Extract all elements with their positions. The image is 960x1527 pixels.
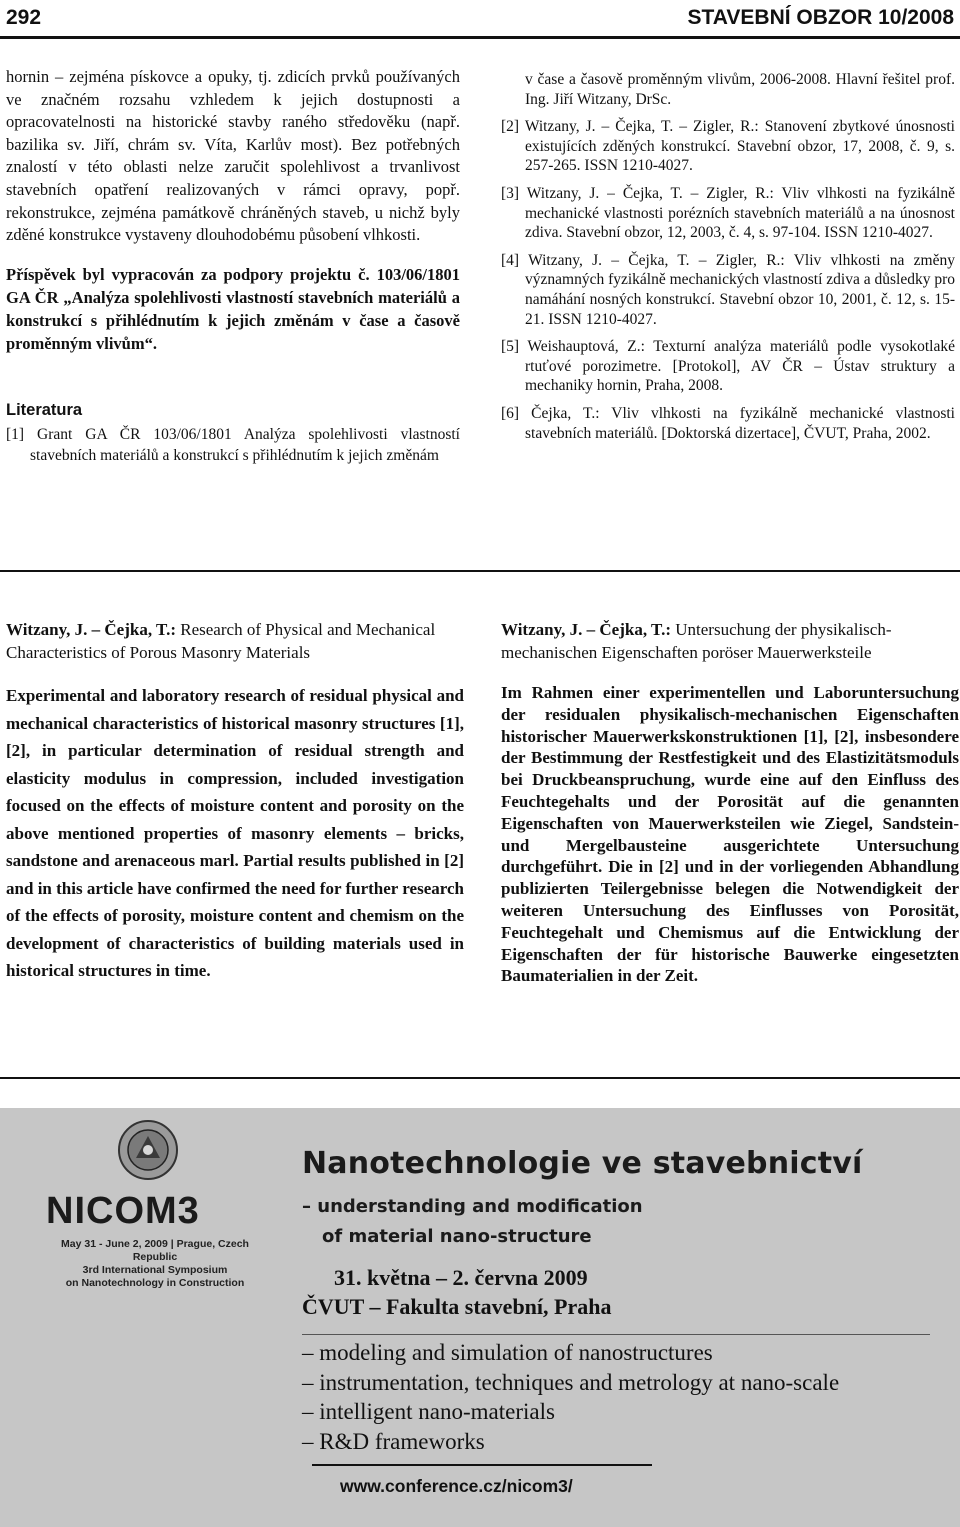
- advert-date: 31. května – 2. června 2009: [334, 1265, 588, 1290]
- page-header: [0, 0, 960, 40]
- topic-list: [302, 1338, 839, 1456]
- section-rule: [0, 570, 960, 572]
- abstract-en-authors: Witzany, J. – Čejka, T.:: [6, 620, 177, 639]
- reference-4: [4] Witzany, J. – Čejka, T. – Zigler, R.: Vliv vlhkosti na změny významných fyzikálně mechanických vlastností zdiva a důsledky pro namáhání nosných konstrukcí. Stavební obzor 10, 2001, č. 12, s. 15-21. ISSN 1210-4027.: [501, 251, 955, 328]
- right-column: [501, 70, 955, 451]
- abstract-de-title-text: Untersuchung der physikalisch-mechanischen Eigenschaften poröser Mauerwerksteile: [501, 620, 892, 662]
- acknowledgement: Příspěvek byl vypracován za podpory projektu č. 103/06/1801 GA ČR „Analýza spolehlivosti vlastností stavebních materiálů a konstrukcí s přihlédnutím k jejich změnám v čase a časově proměnným vlivům“.: [6, 264, 460, 353]
- crest-emblem-icon: [116, 1118, 180, 1182]
- topic-item: – R&D frameworks: [302, 1428, 485, 1454]
- abstract-german: [501, 618, 959, 987]
- reference-2: [2] Witzany, J. – Čejka, T. – Zigler, R.: Stanovení zbytkové únosnosti existujících zděných konstrukcí. Stavební obzor, 17, 2008, č. 9, s. 257-265. ISSN 1210-4027.: [501, 118, 955, 175]
- nicom3-logo: [20, 1118, 282, 1288]
- reference-3: [3] Witzany, J. – Čejka, T. – Zigler, R.: Vliv vlhkosti na fyzikálně mechanické vlastnosti porézních stavebních materiálů a na únosnost zdiva. Stavební obzor, 12, 2003, č. 4, s. 97-104. ISSN 1210-4027.: [501, 184, 955, 242]
- topic-item: – instrumentation, techniques and metrology at nano-scale: [302, 1369, 840, 1395]
- reference-1-continued: v čase a časově proměnným vlivům, 2006-2008. Hlavní řešitel prof. Ing. Jiří Witzany, DrSc.: [525, 71, 955, 108]
- url-rule: [312, 1464, 652, 1466]
- reference-1: [1] Grant GA ČR 103/06/1801 Analýza spolehlivosti vlastností stavebních materiálů a konstrukcí s přihlédnutím k jejich změnám: [6, 426, 460, 465]
- logo-text: NICOM3: [46, 1190, 200, 1232]
- symposium-info: May 31 - June 2, 2009 | Prague, Czech Republic 3rd International Symposium on Nanotechnology in Construction: [61, 1238, 249, 1289]
- advert-subtitle-line-2: of material nano-structure: [322, 1226, 592, 1247]
- reference-6: [6] Čejka, T.: Vliv vlhkosti na fyzikálně mechanické vlastnosti stavebních materiálů. [Doktorská dizertace], ČVUT, Praha, 2002.: [501, 404, 955, 442]
- topic-item: – modeling and simulation of nanostructures: [302, 1340, 713, 1365]
- abstract-en-title-text: Research of Physical and Mechanical Characteristics of Porous Masonry Materials: [6, 620, 436, 662]
- left-column: [6, 66, 460, 474]
- abstract-english: [6, 618, 464, 985]
- page-number: 292: [6, 6, 42, 29]
- abstract-de-title: [501, 618, 959, 664]
- advert-title: Nanotechnologie ve stavebnictví: [302, 1146, 863, 1181]
- abstract-de-authors: Witzany, J. – Čejka, T.:: [501, 620, 672, 639]
- advert-subtitle: [302, 1192, 643, 1252]
- abstract-de-body: Im Rahmen einer experimentellen und Laboruntersuchung der residualen physikalisch-mechanischen Eigenschaften historischer Mauerwerkskonstruktionen [1], [2], insbesondere der Bestimmung der Restfestigkeit und des Elastizitätsmoduls bei Druckbeanspruchung, wurde eine auf den Einfluss des Feuchtegehalts und der Porosität auf die genannten Eigenschaften von Mauerwerksteilen wie Ziegel, Sandstein- und Mergelbausteine ausgerichtete Untersuchung durchgeführt. Die in [2] und in der vorliegenden Abhandlung publizierten Teilergebnisse belegen die Notwendigkeit der weiteren Untersuchung des Einflusses von Porosität, Feuchtegehalt und Chemismus auf die Entwicklung der Eigenschaften der für historische Bauwerke eingesetzten Baumaterialien in der Zeit.: [501, 683, 959, 986]
- conference-advert: [0, 1108, 960, 1527]
- abstract-en-title: [6, 618, 464, 664]
- advert-subtitle-line-1: – understanding and modification: [302, 1196, 643, 1217]
- journal-title: STAVEBNÍ OBZOR 10/2008: [687, 6, 954, 29]
- article-text: hornin – zejména pískovce a opuky, tj. zdicích prvků používaných ve značném rozsahu vzhledem k jejich dostupnosti a opracovatelnosti na historické stavby raného středověku (např. bazilika sv. Jiří, chrám sv. Víta, Karlův most). Bez potřebných znalostí v této oblasti nelze zaručit spolehlivost a trvanlivost stavebních opatření realizovaných v rámci opravy, popř. rekonstrukce, zejména památkově chráněných staveb, u nichž byly zděné konstrukce vystaveny dlouhodobému působení vlhkosti.: [6, 67, 460, 245]
- topic-item: – intelligent nano-materials: [302, 1399, 555, 1424]
- conference-url[interactable]: www.conference.cz/nicom3/: [340, 1476, 573, 1496]
- advert-divider: [302, 1334, 930, 1335]
- abstract-en-body: Experimental and laboratory research of residual physical and mechanical characteristics of historical masonry structures [1], [2], in particular determination of residual strength and elasticity modulus in compression, included investigation focused on the effects of moisture content and porosity on the above mentioned properties of masonry elements – bricks, sandstone and arenaceous marl. Partial results published in [2] and in this article have confirmed the need for further research of the effects of porosity, moisture content and chemism on the development of characteristics of building materials used in historical structures in time.: [6, 686, 464, 980]
- advert-venue: ČVUT – Fakulta stavební, Praha: [302, 1294, 612, 1319]
- header-rule: [0, 36, 960, 39]
- reference-5: [5] Weishauptová, Z.: Texturní analýza materiálů podle vysokotlaké rtuťové porozimetre. [Protokol], AV ČR – Ústav struktury a mechaniky hornin, Praha, 2008.: [501, 338, 955, 395]
- advert-rule: [0, 1077, 960, 1079]
- literature-heading: Literatura: [6, 400, 83, 419]
